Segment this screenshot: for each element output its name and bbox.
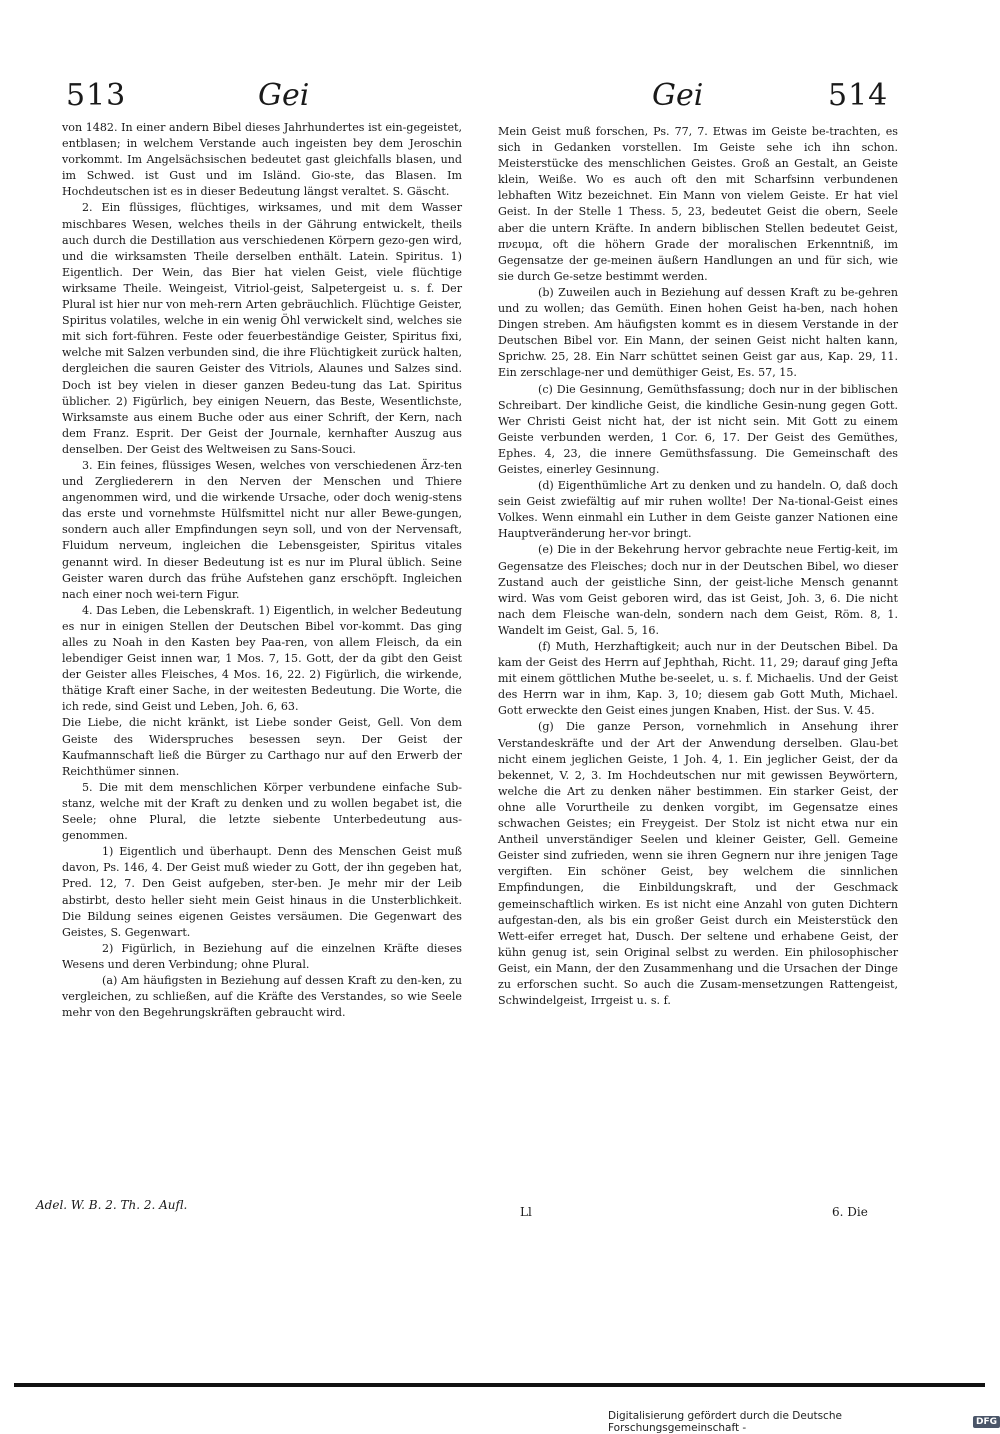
paragraph: Mein Geist muß forschen, Ps. 77, 7. Etwas im Geiste be-trachten, es sich in Gedanken vorstellen. Im Geiste sehe ich ihn schon. Meisterstücke des menschlichen Geistes. Groß an Gestalt, an Geiste klein, Weiße. Wo es auch oft den mit Scharfsinn verbundenen lebhaften Witz bezeichnet. Ein Mann von vielem Geiste. Er hat viel Geist. In der Stelle 1 Thess. 5, 23, bedeutet Geist die obern, Seele aber die untern Kräfte. In andern biblischen Stellen bedeutet Geist, πνευμα, oft die höhern Grade der moralischen Erkenntniß, im Gegensatze der ge-meinen äußern Handlungen an und für sich, wie sie durch Ge-setze bestimmt werden. [498,125,898,283]
left-column [62,120,462,1021]
right-head-word: Gei [652,78,704,113]
credit-text: Digitalisierung gefördert durch die Deutsche Forschungsgemeinschaft - [608,1410,842,1434]
catchword: 6. Die [832,1205,868,1219]
paragraph: Die Liebe, die nicht kränkt, ist Liebe sonder Geist, Gell. Von dem Geiste des Widerspruches besessen seyn. Der Geist der Kaufmannschaft ließ die Bürger zu Carthago nur auf den Erwerb der Reichthümer sinnen. [62,716,462,778]
paragraph: (g) Die ganze Person, vornehmlich in Ansehung ihrer Verstandeskräfte und der Art der Anwendung derselben. Glau-bet nicht einem jeglichen Geiste, 1 Joh. 4, 1. Ein jeglicher Geist, der da bekennet, V. 2, 3. Im Hochdeutschen nur mit gewissen Beywörtern, welche die Art zu denken näher bestimmen. Ein starker Geist, der ohne alle Vorurtheile zu denken vorgibt, im Gegensatze eines schwachen Geistes; ein Freygeist. Der Stolz ist nicht etwa nur ein Antheil unverständiger Seelen und kleiner Geister, Gell. Gemeine Geister sind zufrieden, wenn sie ihren Gegnern nur ihre jenigen Tage vergiften. Ein schöner Geist, bey welchem die sinnlichen Empfindungen, die Einbildungskraft, und der Geschmack gemeinschaftlich wirken. Es ist nicht eine Anzahl von guten Dichtern aufgestan-den, als bis ein großer Geist durch ein Meisterstück den Wett-eifer erreget hat, Dusch. Der seltene und erhabene Geist, der kühn genug ist, sein Original selbst zu werden. Ein philosophischer Geist, ein Mann, der den Zusammenhang und die Ursachen der Dinge zu erforschen sucht. So auch die Zusam-mensetzungen Rattengeist, Schwindelgeist, Irrgeist u. s. f. [498,720,898,1008]
paragraph: (f) Muth, Herzhaftigkeit; auch nur in der Deutschen Bibel. Da kam der Geist des Herrn auf Jephthah, Richt. 11, 29; darauf ging Jefta mit einem göttlichen Muthe be-seelet, u. s. f. Michaelis. Und der Geist des Herrn war in ihm, Kap. 3, 10; diesem gab Gott Muth, Michael. Gott erweckte den Geist eines jungen Knaben, Hist. der Sus. V. 45. [498,640,898,718]
paragraph: (d) Eigenthümliche Art zu denken und zu handeln. O, daß doch sein Geist zwiefältig auf mir ruhen wollte! Der Na-tional-Geist eines Volkes. Wenn einmahl ein Luther in dem Geiste ganzer Nationen eine Hauptveränderung her-vor bringt. [498,479,898,541]
paragraph: 2. Ein flüssiges, flüchtiges, wirksames, und mit dem Wasser mischbares Wesen, welches theils in der Gährung entwickelt, theils auch durch die Destillation aus verschiedenen Körpern gezo-gen wird, und die wirksamsten Theile derselben enthält. Latein. Spiritus. 1) Eigentlich. Der Wein, das Bier hat vielen Geist, viele flüchtige wirksame Theile. Weingeist, Vitriol-geist, Salpetergeist u. s. f. Der Plural ist hier nur von meh-rern Arten gebräuchlich. Flüchtige Geister, Spiritus volatiles, welche in ein wenig Öhl verwickelt sind, welches sie mit sich fort-führen. Feste oder feuerbeständige Geister, Spiritus fixi, welche mit Salzen verbunden sind, die ihre Flüchtigkeit zurück halten, dergleichen die sauren Geister des Vitriols, Alaunes und Salzes sind. Doch ist bey vielen in dieser ganzen Bedeu-tung das Lat. Spiritus üblicher. 2) Figürlich, bey einigen Neuern, das Beste, Wesentlichste, Wirksamste aus einem Buche oder aus einer Schrift, der Kern, nach dem Franz. Esprit. Der Geist der Journale, kernhafter Auszug aus denselben. Der Geist des Weltweisen zu Sans-Souci. [62,201,462,456]
paragraph: (b) Zuweilen auch in Beziehung auf dessen Kraft zu be-gehren und zu wollen; das Gemüth. Einen hohen Geist ha-ben, nach hohen Dingen streben. Am häufigsten kommt es in diesem Verstande in der Deutschen Bibel vor. Ein Mann, der seinen Geist nicht halten kann, Sprichw. 25, 28. Ein Narr schüttet seinen Geist gar aus, Kap. 29, 11. Ein zerschlage-ner und demüthiger Geist, Es. 57, 15. [498,285,898,380]
digitization-credit [608,1410,1000,1434]
paragraph: 4. Das Leben, die Lebenskraft. 1) Eigentlich, in welcher Bedeutung es nur in einigen Stellen der Deutschen Bibel vor-kommt. Das ging alles zu Noah in den Kasten bey Paa-ren, von allem Fleisch, da ein lebendiger Geist innen war, 1 Mos. 7, 15. Gott, der da gibt den Geist der Geister alles Fleisches, 4 Mos. 16, 22. 2) Figürlich, die wirkende, thätige Kraft einer Sache, in der weitesten Bedeutung. Die Worte, die ich rede, sind Geist und Leben, Joh. 6, 63. [62,603,462,714]
right-column [498,124,898,1009]
paragraph: (a) Am häufigsten in Beziehung auf dessen Kraft zu den-ken, zu vergleichen, zu schließen, auf die Kräfte des Verstandes, so wie Seele mehr von den Begehrungskräften gebraucht wird. [62,973,462,1020]
paragraph: 5. Die mit dem menschlichen Körper verbundene einfache Sub-stanz, welche mit der Kraft zu denken und zu wollen begabet ist, die Seele; ohne Plural, die letzte siebente Unterbedeutung aus-genommen. [62,780,462,843]
paragraph: (c) Die Gesinnung, Gemüthsfassung; doch nur in der biblischen Schreibart. Der kindliche Geist, die kindliche Gesin-nung gegen Gott. Wer Christi Geist nicht hat, der ist nicht sein. Mit Gott zu einem Geiste verbunden werden, 1 Cor. 6, 17. Der Geist des Gemüthes, Ephes. 4, 23, die innere Gemüthsfassung. Die Gemeinschaft des Geistes, einerley Gesinnung. [498,382,898,476]
paragraph: 1) Eigentlich und überhaupt. Denn des Menschen Geist muß davon, Ps. 146, 4. Der Geist muß wieder zu Gott, der ihn gegeben hat, Pred. 12, 7. Den Geist aufgeben, ster-ben. Je mehr mir der Leib abstirbt, desto heller sieht mein Geist hinaus in die Unsterblichkeit. Die Bildung seines eigenen Geistes versäumen. Die Gegenwart des Geistes, S. Gegenwart. [62,845,462,939]
signature-mark: Ll [520,1205,532,1219]
right-page-number: 514 [828,78,889,113]
paragraph: 2) Figürlich, in Beziehung auf die einzelnen Kräfte dieses Wesens und deren Verbindung; ohne Plural. [62,941,462,971]
paragraph: 3. Ein feines, flüssiges Wesen, welches von verschiedenen Ärz-ten und Zergliederern in den Nerven der Menschen und Thiere angenommen wird, und die wirkende Ursache, oder doch wenig-stens das erste und vornehmste Hülfsmittel nicht nur aller Bewe-gungen, sondern auch aller Empfindungen seyn soll, und von der Nervensaft, Fluidum nerveum, ingleichen die Lebensgeister, Spiritus vitales genannt wird. In dieser Bedeutung ist es nur im Plural üblich. Seine Geister waren durch das frühe Aufstehen ganz erschöpft. Ingleichen nach einer noch wei-tern Figur. [62,458,462,601]
paragraph: (e) Die in der Bekehrung hervor gebrachte neue Fertig-keit, im Gegensatze des Fleisches; doch nur in der Deutschen Bibel, wo dieser Zustand auch der geistliche Sinn, der geist-liche Mensch genannt wird. Was vom Geist geboren wird, das ist Geist, Joh. 3, 6. Die nicht nach dem Fleische wan-deln, sondern nach dem Geist, Röm. 8, 1. Wandelt im Geist, Gal. 5, 16. [498,543,898,637]
paragraph: von 1482. In einer andern Bibel dieses Jahrhundertes ist ein-gegeistet, entblasen; in welchem Verstande auch ingeisten bey dem Jeroschin vorkommt. Im Angelsächsischen bedeutet gast gleichfalls blasen, und im Schwed. ist Gust und im Isländ. Gio-ste, das Blasen. Im Hochdeutschen ist es in dieser Bedeutung längst veraltet. S. Gäscht. [62,121,462,199]
left-head-word: Gei [258,78,310,113]
left-page-number: 513 [66,78,127,113]
dfg-logo-icon: DFG [973,1416,1000,1428]
volume-reference: Adel. W. B. 2. Th. 2. Aufl. [36,1198,188,1212]
bottom-rule [14,1383,985,1387]
